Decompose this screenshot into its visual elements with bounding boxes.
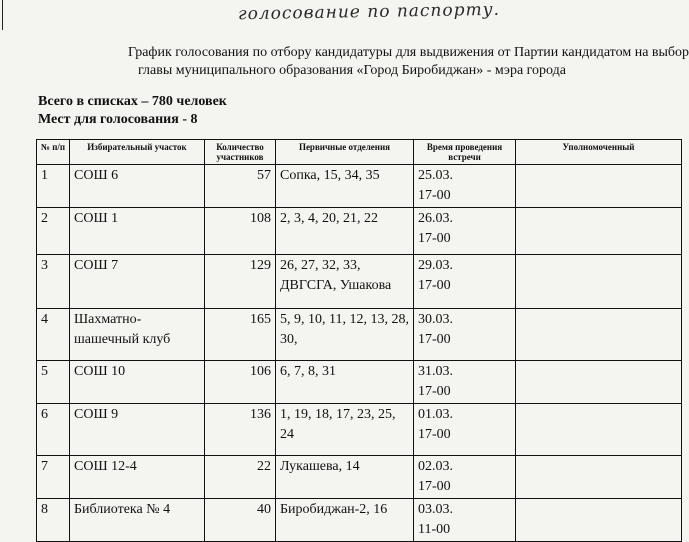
table-row — [37, 208, 682, 255]
row-time — [414, 456, 516, 499]
row-site: СОШ 7 — [70, 255, 205, 309]
header-time: Время проведения встречи — [414, 140, 516, 165]
row-count: 57 — [205, 165, 276, 208]
row-date: 31.03. — [418, 364, 453, 379]
row-time — [414, 165, 516, 208]
row-site: Библиотека № 4 — [70, 499, 205, 542]
table-row — [37, 456, 682, 499]
row-count: 40 — [205, 499, 276, 542]
row-site: СОШ 12-4 — [70, 456, 205, 499]
row-time — [414, 208, 516, 255]
row-number: 4 — [37, 309, 70, 361]
header-number: № п/п — [37, 140, 70, 165]
row-date: 02.03. — [418, 459, 453, 474]
row-branches: 2, 3, 4, 20, 21, 22 — [276, 208, 414, 255]
row-site: Шахматно-шашечный клуб — [70, 309, 205, 361]
row-hour: 17-00 — [418, 479, 451, 494]
row-time — [414, 309, 516, 361]
header-representative: Уполномоченный — [516, 140, 682, 165]
table-row — [37, 165, 682, 208]
row-hour: 17-00 — [418, 278, 451, 293]
summary-stats — [38, 93, 227, 129]
row-count: 22 — [205, 456, 276, 499]
row-date: 25.03. — [418, 168, 453, 183]
row-number: 5 — [37, 361, 70, 404]
row-number: 7 — [37, 456, 70, 499]
row-hour: 17-00 — [418, 384, 451, 399]
table-row — [37, 255, 682, 309]
table-header-row — [37, 140, 682, 165]
row-site: СОШ 9 — [70, 404, 205, 456]
row-branches: Биробиджан-2, 16 — [276, 499, 414, 542]
table-row — [37, 309, 682, 361]
title-line-1: График голосования по отбору кандидатуры для выдвижения от Партии кандидатом на выбор — [128, 45, 689, 60]
header-branches: Первичные отделения — [276, 140, 414, 165]
row-branches: 26, 27, 32, 33, ДВГСГА, Ушакова — [276, 255, 414, 309]
row-time — [414, 255, 516, 309]
row-hour: 17-00 — [418, 231, 451, 246]
row-site: СОШ 1 — [70, 208, 205, 255]
row-date: 03.03. — [418, 502, 453, 517]
row-count: 136 — [205, 404, 276, 456]
voting-places: Мест для голосования - 8 — [38, 112, 198, 127]
document-title — [128, 44, 688, 80]
row-count: 165 — [205, 309, 276, 361]
row-representative — [516, 165, 682, 208]
title-line-2: главы муниципального образования «Город Биробиджан» - мэра города — [138, 63, 566, 78]
row-date: 30.03. — [418, 312, 453, 327]
row-representative — [516, 208, 682, 255]
handwritten-note: голосование по паспорту. — [237, 0, 501, 25]
row-representative — [516, 499, 682, 542]
row-branches: Сопка, 15, 34, 35 — [276, 165, 414, 208]
row-hour: 11-00 — [418, 522, 451, 537]
row-number: 1 — [37, 165, 70, 208]
table-row — [37, 361, 682, 404]
row-number: 8 — [37, 499, 70, 542]
row-representative — [516, 361, 682, 404]
row-representative — [516, 309, 682, 361]
row-representative — [516, 255, 682, 309]
table-row — [37, 499, 682, 542]
row-hour: 17-00 — [418, 427, 451, 442]
row-branches: 1, 19, 18, 17, 23, 25, 24 — [276, 404, 414, 456]
row-count: 129 — [205, 255, 276, 309]
total-voters: Всего в списках – 780 человек — [38, 94, 227, 109]
header-site: Избирательный участок — [70, 140, 205, 165]
row-date: 29.03. — [418, 258, 453, 273]
row-date: 01.03. — [418, 407, 453, 422]
header-count: Количество участников — [205, 140, 276, 165]
row-hour: 17-00 — [418, 332, 451, 347]
row-hour: 17-00 — [418, 188, 451, 203]
row-site: СОШ 10 — [70, 361, 205, 404]
row-time — [414, 499, 516, 542]
row-time — [414, 404, 516, 456]
row-count: 106 — [205, 361, 276, 404]
row-representative — [516, 456, 682, 499]
voting-schedule-table — [36, 139, 682, 542]
table-row — [37, 404, 682, 456]
row-branches: Лукашева, 14 — [276, 456, 414, 499]
row-branches: 5, 9, 10, 11, 12, 13, 28, 30, — [276, 309, 414, 361]
row-count: 108 — [205, 208, 276, 255]
row-number: 3 — [37, 255, 70, 309]
row-number: 2 — [37, 208, 70, 255]
row-branches: 6, 7, 8, 31 — [276, 361, 414, 404]
row-date: 26.03. — [418, 211, 453, 226]
row-number: 6 — [37, 404, 70, 456]
row-time — [414, 361, 516, 404]
row-representative — [516, 404, 682, 456]
margin-mark — [2, 0, 13, 30]
row-site: СОШ 6 — [70, 165, 205, 208]
